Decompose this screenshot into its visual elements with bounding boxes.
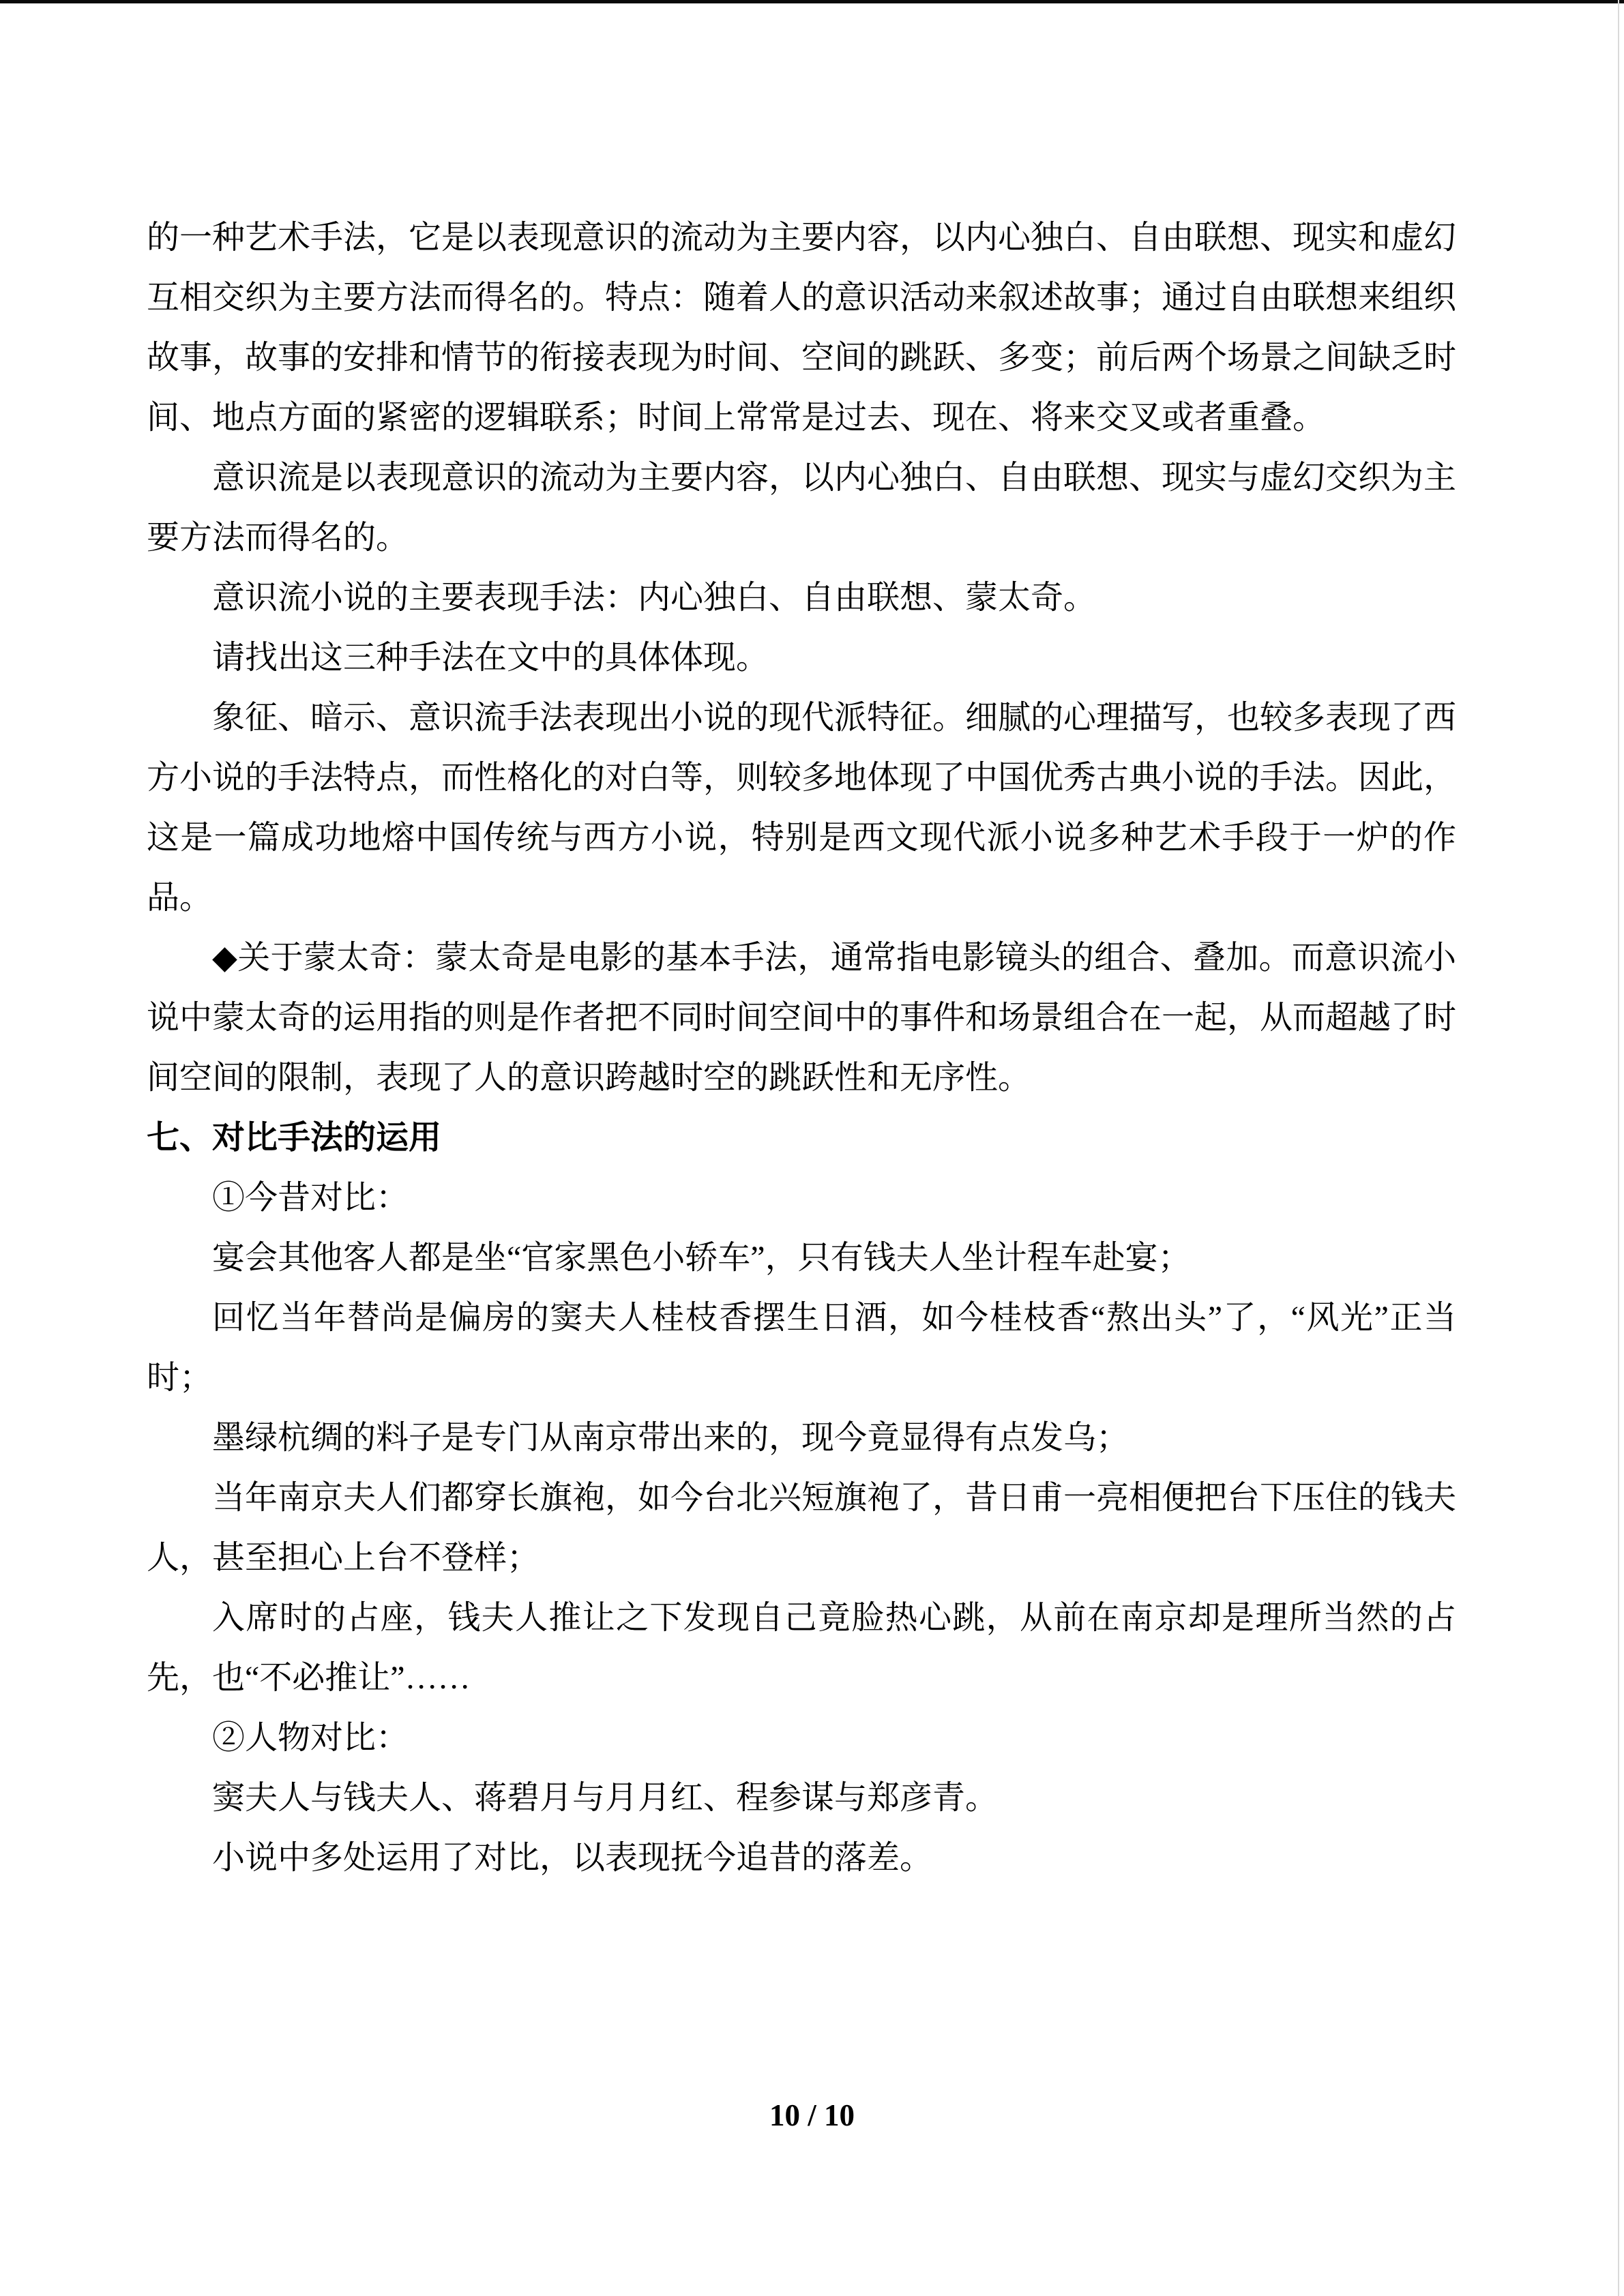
- paragraph: 入席时的占座，钱夫人推让之下发现自己竟脸热心跳，从前在南京却是理所当然的占先，也“不必推让”……: [147, 1600, 1456, 1696]
- paragraph: 意识流是以表现意识的流动为主要内容，以内心独白、自由联想、现实与虚幻交织为主要方法而得名的。: [147, 460, 1457, 556]
- paragraph: ②人物对比：: [212, 1720, 409, 1756]
- section-heading: 七、对比手法的运用: [147, 1120, 442, 1156]
- page-top-edge-line: [0, 0, 1624, 3]
- paragraph: 墨绿杭绸的料子是专门从南京带出来的，现今竟显得有点发乌；: [212, 1420, 1130, 1456]
- paragraph: 的一种艺术手法，它是以表现意识的流动为主要内容，以内心独白、自由联想、现实和虚幻互相交织为主要方法而得名的。特点：随着人的意识活动来叙述故事；通过自由联想来组织故事，故事的安排和情节的衔接表现为时间、空间的跳跃、多变；前后两个场景之间缺乏时间、地点方面的紧密的逻辑联系；时间上常常是过去、现在、将来交叉或者重叠。: [147, 220, 1457, 436]
- paragraph: ◆关于蒙太奇：蒙太奇是电影的基本手法，通常指电影镜头的组合、叠加。而意识流小说中蒙太奇的运用指的则是作者把不同时间空间中的事件和场景组合在一起，从而超越了时间空间的限制，表现了人的意识跨越时空的跳跃性和无序性。: [147, 940, 1457, 1096]
- document-body-text: [147, 208, 1456, 1888]
- paragraph: 意识流小说的主要表现手法：内心独白、自由联想、蒙太奇。: [212, 580, 1097, 616]
- paragraph: ①今昔对比：: [212, 1180, 409, 1216]
- paragraph: 象征、暗示、意识流手法表现出小说的现代派特征。细腻的心理描写，也较多表现了西方小说的手法特点，而性格化的对白等，则较多地体现了中国优秀古典小说的手法。因此，这是一篇成功地熔中国传统与西方小说，特别是西文现代派小说多种艺术手段于一炉的作品。: [147, 700, 1457, 916]
- page-right-edge-line: [1618, 0, 1619, 2296]
- paragraph: 回忆当年替尚是偏房的窦夫人桂枝香摆生日酒，如今桂枝香“熬出头”了，“风光”正当时；: [147, 1300, 1456, 1396]
- paragraph: 窦夫人与钱夫人、蒋碧月与月月红、程参谋与郑彦青。: [212, 1780, 999, 1816]
- paragraph: 当年南京夫人们都穿长旗袍，如今台北兴短旗袍了，昔日甫一亮相便把台下压住的钱夫人，甚至担心上台不登样；: [147, 1480, 1457, 1576]
- paragraph: 小说中多处运用了对比，以表现抚今追昔的落差。: [212, 1840, 933, 1876]
- paragraph: 宴会其他客人都是坐“官家黑色小轿车”，只有钱夫人坐计程车赴宴；: [212, 1240, 1191, 1276]
- paragraph: 请找出这三种手法在文中的具体体现。: [212, 640, 769, 676]
- page-number: 10 / 10: [769, 2098, 855, 2132]
